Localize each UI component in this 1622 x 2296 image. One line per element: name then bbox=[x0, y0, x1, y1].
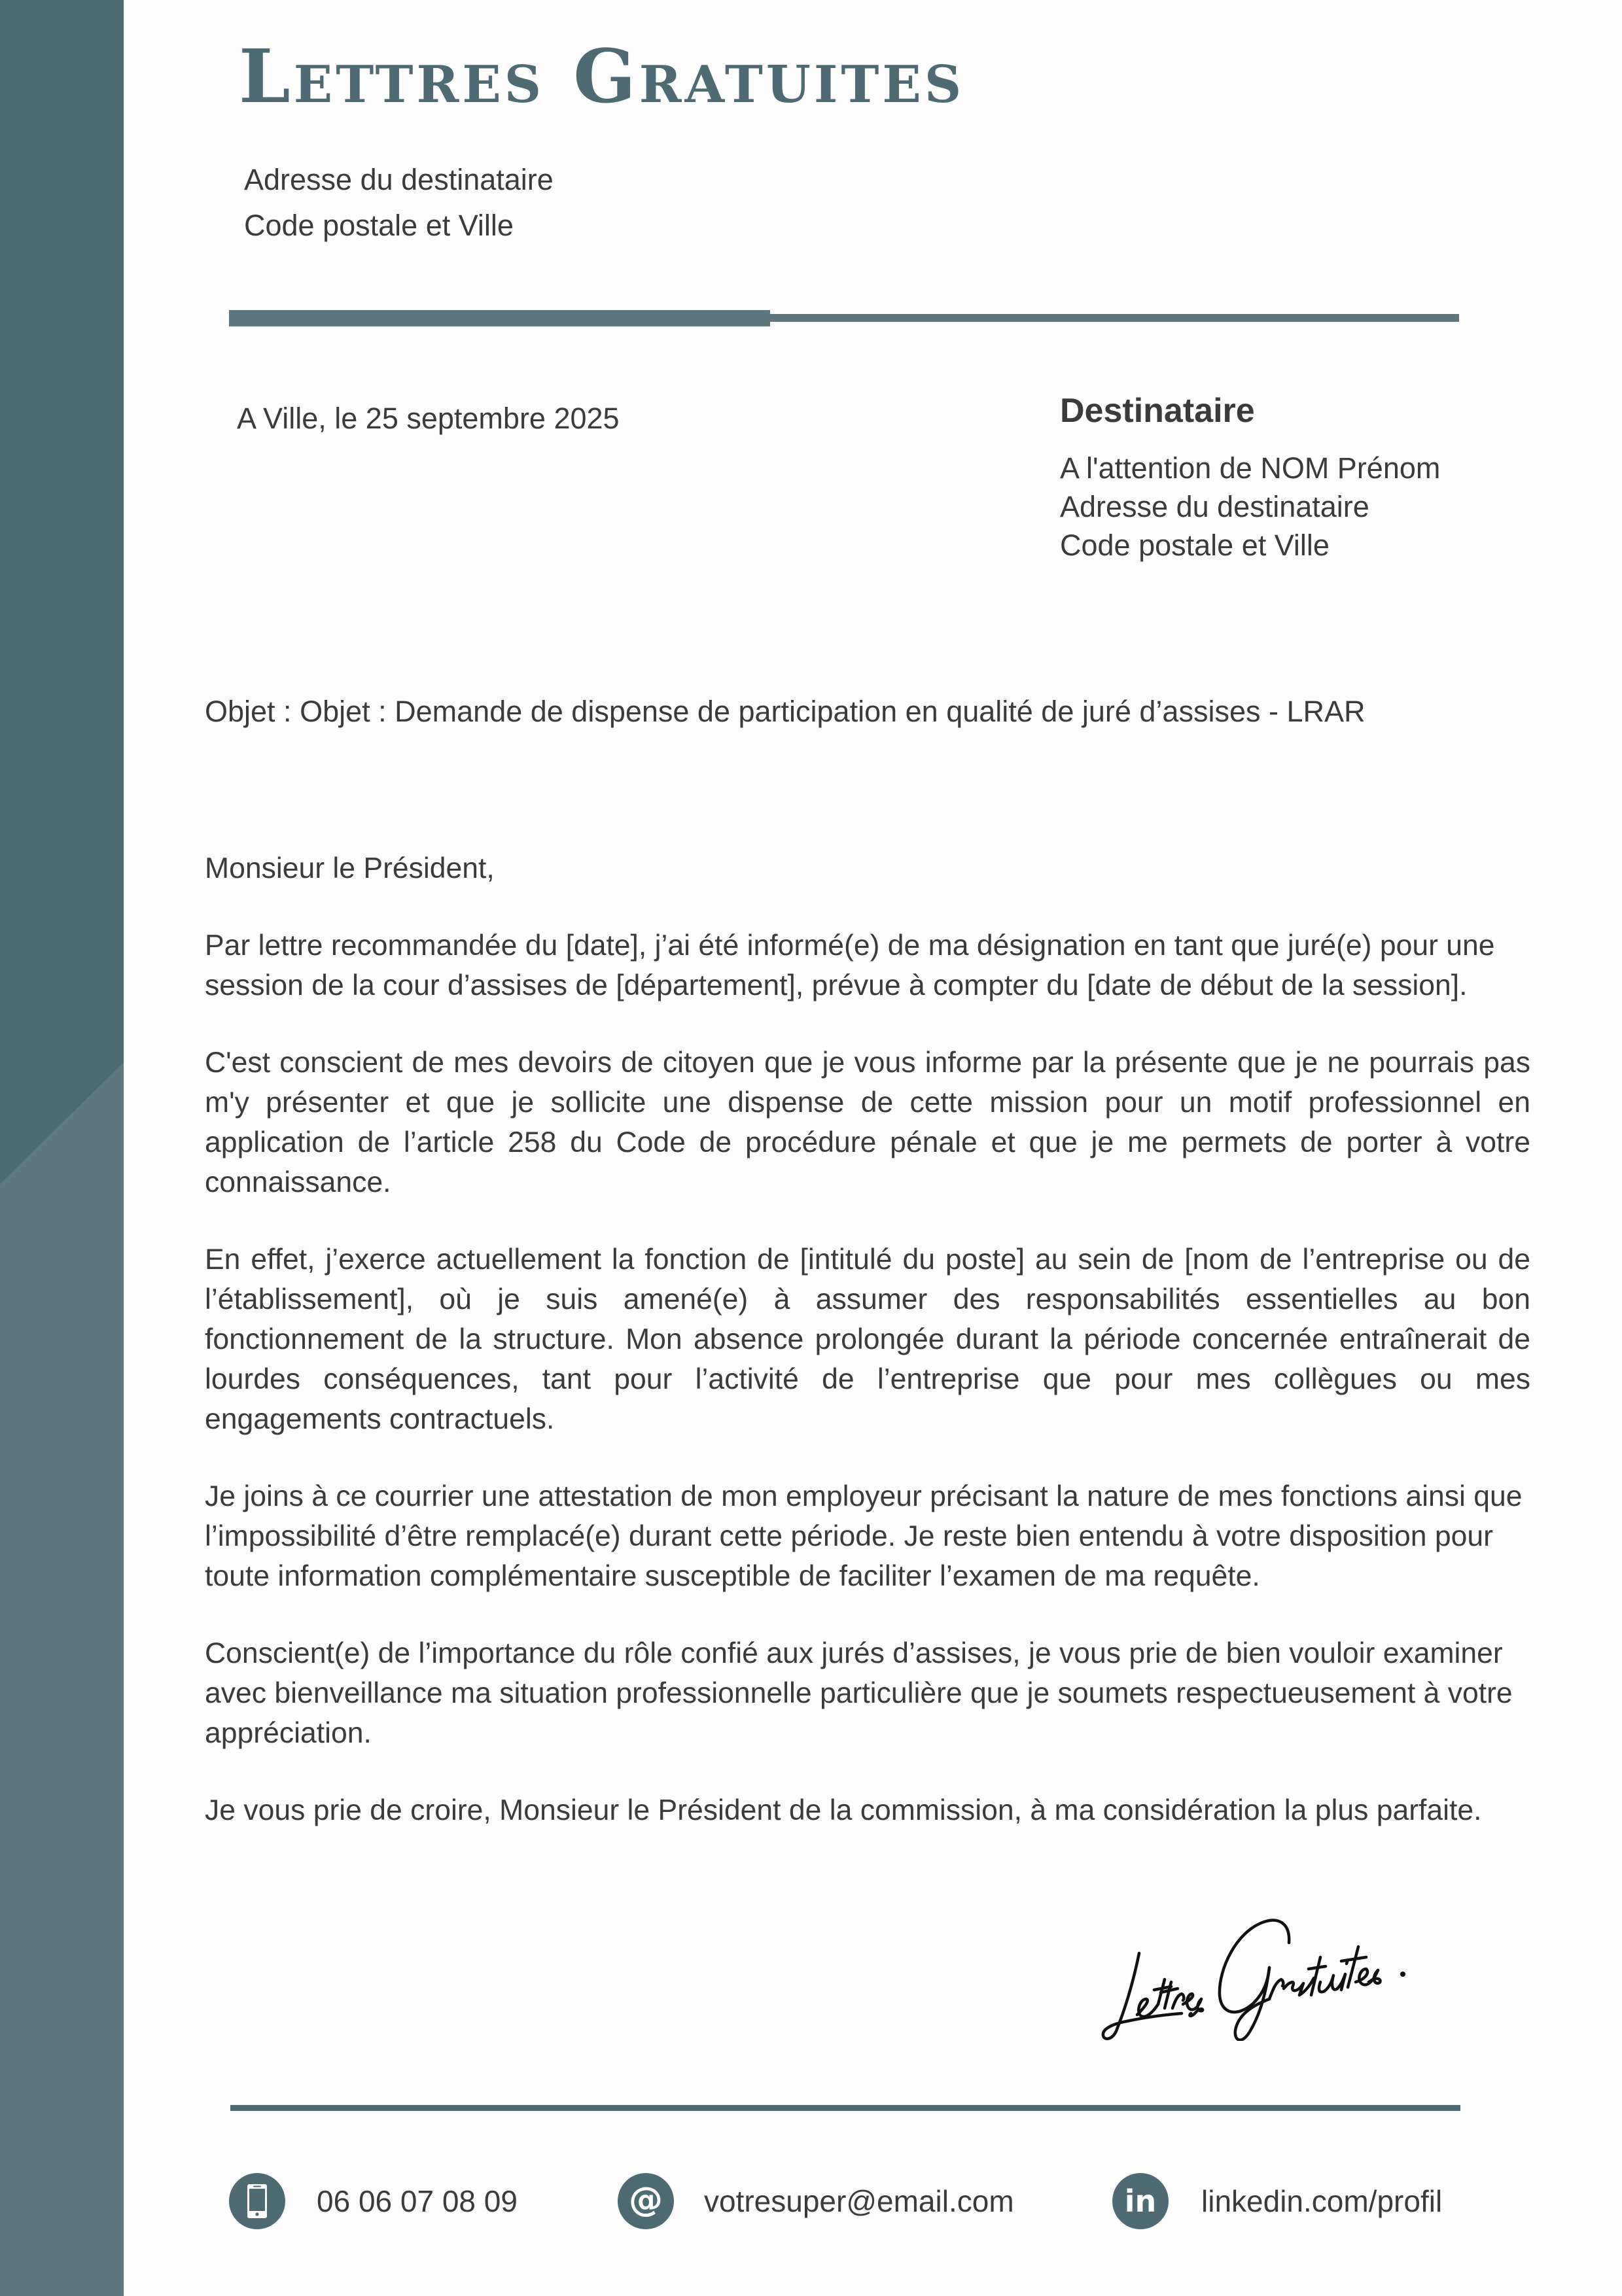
body-paragraph: Par lettre recommandée du [date], j’ai été informé(e) de ma désignation en tant que juré(e) pour une session de la cour d’assises de [département], prévue à compter du [date de début de la session]. bbox=[205, 930, 1495, 1001]
body-paragraph: En effet, j’exerce actuellement la fonction de [intitulé du poste] au sein de [nom de l’entreprise ou de l’établissement], où je suis amené(e) à assumer des responsabilités essentielles au bon fonctionnement de la structure. Mon absence prolongée durant la période concernée entraînerait de lourdes conséquences, tant pour l’activité de l’entreprise que pour mes collègues ou mes engagements contractuels. bbox=[205, 1244, 1530, 1435]
sender-address bbox=[244, 157, 554, 249]
signature bbox=[1073, 1884, 1466, 2041]
contact-phone bbox=[229, 2172, 518, 2231]
header-divider-thick bbox=[229, 310, 770, 326]
contact-email-value[interactable]: votresuper@email.com bbox=[704, 2184, 1014, 2218]
subject-line: Objet : Objet : Demande de dispense de participation en qualité de juré d’assises - LRAR bbox=[205, 695, 1366, 728]
sender-address-line: Adresse du destinataire bbox=[244, 163, 554, 196]
header-divider-thin bbox=[769, 314, 1459, 322]
linkedin-icon bbox=[1112, 2173, 1169, 2229]
letter-body bbox=[205, 848, 1530, 1868]
linkedin-glyph: in bbox=[1124, 2183, 1157, 2219]
contact-linkedin bbox=[1112, 2172, 1442, 2231]
sender-city-line: Code postale et Ville bbox=[244, 209, 514, 242]
body-paragraph: C'est conscient de mes devoirs de citoyen que je vous informe par la présente que je ne pourrais pas m'y présenter et que je sollicite une dispense de cette mission pour un motif professionnel en application de l’article 258 du Code de procédure pénale et que je me permets de porter à votre connaissance. bbox=[205, 1047, 1530, 1198]
recipient-block bbox=[1060, 391, 1440, 565]
contact-linkedin-value[interactable]: linkedin.com/profil bbox=[1201, 2184, 1443, 2218]
closing-paragraph: Je vous prie de croire, Monsieur le Président de la commission, à ma considération la plus parfaite. bbox=[205, 1794, 1482, 1826]
recipient-address: Adresse du destinataire bbox=[1060, 490, 1369, 523]
body-paragraph: Je joins à ce courrier une attestation de mon employeur précisant la nature de mes fonctions ainsi que l’impossibilité d’être remplacé(e) durant cette période. Je reste bien entendu à votre disposition pour toute information complémentaire susceptible de faciliter l’examen de ma requête. bbox=[205, 1480, 1523, 1592]
recipient-attention: A l'attention de NOM Prénom bbox=[1060, 451, 1441, 485]
side-decorative-band bbox=[0, 0, 124, 2296]
recipient-city: Code postale et Ville bbox=[1060, 529, 1330, 562]
body-paragraph: Conscient(e) de l’importance du rôle confié aux jurés d’assises, je vous prie de bien vouloir examiner avec bienveillance ma situation professionnelle particulière que je soumets respectueusement à votre appréciation. bbox=[205, 1637, 1513, 1749]
email-icon bbox=[618, 2173, 674, 2229]
recipient-heading: Destinataire bbox=[1060, 392, 1255, 430]
at-sign-glyph: @ bbox=[629, 2180, 663, 2219]
salutation: Monsieur le Président, bbox=[205, 852, 495, 884]
contact-email bbox=[618, 2172, 1014, 2231]
footer-divider bbox=[230, 2105, 1460, 2111]
date-line: A Ville, le 25 septembre 2025 bbox=[237, 402, 620, 435]
phone-icon bbox=[229, 2173, 285, 2229]
contact-phone-value[interactable]: 06 06 07 08 09 bbox=[317, 2184, 518, 2218]
brand-title: Lettres Gratuites bbox=[239, 34, 965, 120]
